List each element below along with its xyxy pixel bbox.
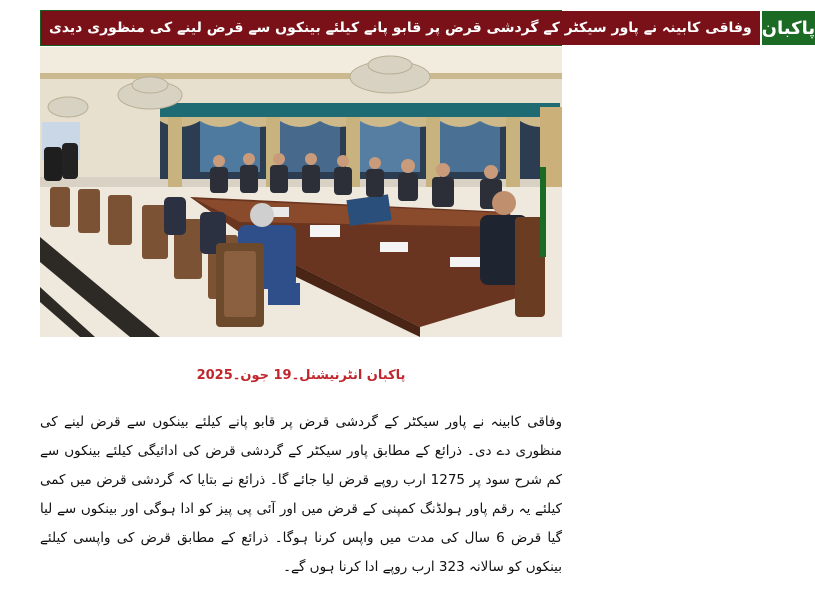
article-body: وفاقی کابینہ نے پاور سیکٹر کے گردشی قرض پر قابو پانے کیلئے بینکوں سے قرض لینے کی منظوری دے دی۔ ذرائع کے مطابق پاور سیکٹر کے گردشی قرض کی ادائیگی کیلئے بینکوں سے کم شرح سود پر 1275 ارب روپے قرض لیا جائے گا۔ ذرائع نے بتایا کہ گردشی قرض میں کمی کیلئے یہ رقم پاور ہولڈنگ کمپنی کے قرض میں اور آئی پی پیز کو ادا ہوگی اور بینکوں سے لیا گیا قرض 6 سال کی مدت میں واپس کرنا ہوگا۔ ذرائع کے مطابق قرض کی واپسی کیلئے بینکوں کو سالانہ 323 ارب روپے ادا کرنا ہوں گے۔ (40, 414, 562, 575)
brand-logo: پاکبان (760, 11, 815, 45)
dateline: پاکبان انٹرنیشنل۔19 جون۔2025 (196, 368, 406, 383)
headline: وفاقی کابینہ نے پاور سیکٹر کے گردشی قرض پر قابو پانے کیلئے بینکوں سے قرض لینے کی منظوری دیدی (41, 11, 760, 45)
news-header (40, 10, 815, 46)
cabinet-meeting-photo (40, 47, 562, 337)
